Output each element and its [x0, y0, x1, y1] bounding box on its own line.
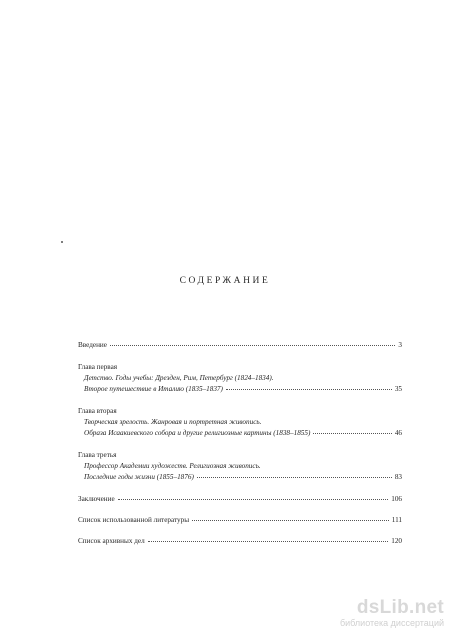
toc-entry-label: Творческая зрелость. Жанровая и портретная живопись. — [84, 418, 262, 426]
toc-entry-label: Последние годы жизни (1855–1876) — [84, 473, 194, 481]
toc-entry-literature — [78, 515, 402, 525]
toc-entry-label: Список использованной литературы — [78, 516, 190, 524]
toc-entry-label: Список архивных дел — [78, 537, 145, 545]
toc-chapter-2-heading — [78, 406, 402, 416]
toc-entry-label: Детство. Годы учебы: Дрезден, Рим, Петербург (1824–1834). — [84, 374, 274, 382]
watermark-subtitle: библиотека диссертаций — [339, 618, 444, 628]
dot-leader — [192, 514, 389, 521]
toc-entry — [84, 472, 402, 482]
dot-leader — [148, 535, 389, 542]
toc-entry-label: Образа Исаакиевского собора и другие религиозные картины (1838–1855) — [84, 429, 311, 437]
toc-chapter-3-heading — [78, 450, 402, 460]
toc-entry-page: 106 — [391, 495, 402, 503]
toc-entry — [84, 417, 402, 427]
toc-entry — [84, 373, 402, 383]
dot-leader — [226, 383, 392, 390]
toc-entry-page: 120 — [391, 537, 402, 545]
dot-leader — [197, 471, 392, 478]
toc-entry-label: Глава первая — [78, 363, 118, 371]
toc-chapter-1-heading — [78, 362, 402, 372]
toc-entry-label: Второе путешествие в Италию (1835–1837) — [84, 385, 223, 393]
toc-entry — [84, 461, 402, 471]
toc-entry-label: Глава третья — [78, 451, 117, 459]
scan-speck — [61, 241, 63, 243]
toc-entry-conclusion — [78, 494, 402, 504]
dot-leader — [313, 427, 391, 434]
dot-leader — [110, 339, 395, 346]
toc-title: СОДЕРЖАНИЕ — [179, 276, 271, 286]
toc-entry-archives — [78, 536, 402, 546]
toc-entry-label: Введение — [78, 341, 107, 349]
toc-entry-page: 35 — [394, 385, 402, 393]
dot-leader — [118, 493, 389, 500]
toc-entry-page: 111 — [391, 516, 402, 524]
toc-entry-label: Глава вторая — [78, 407, 117, 415]
toc-entry-page: 83 — [394, 473, 402, 481]
toc-entry-introduction — [78, 340, 402, 350]
site-watermark — [336, 598, 444, 630]
toc-entry-label: Заключение — [78, 495, 115, 503]
toc-entry — [84, 384, 402, 394]
toc-entry-label: Профессор Академии художеств. Религиозная живопись. — [84, 462, 261, 470]
toc-entry — [84, 428, 402, 438]
watermark-logo: dsLib.net — [356, 597, 444, 618]
toc-entry-page: 46 — [394, 429, 402, 437]
toc-entry-page: 3 — [398, 341, 402, 349]
